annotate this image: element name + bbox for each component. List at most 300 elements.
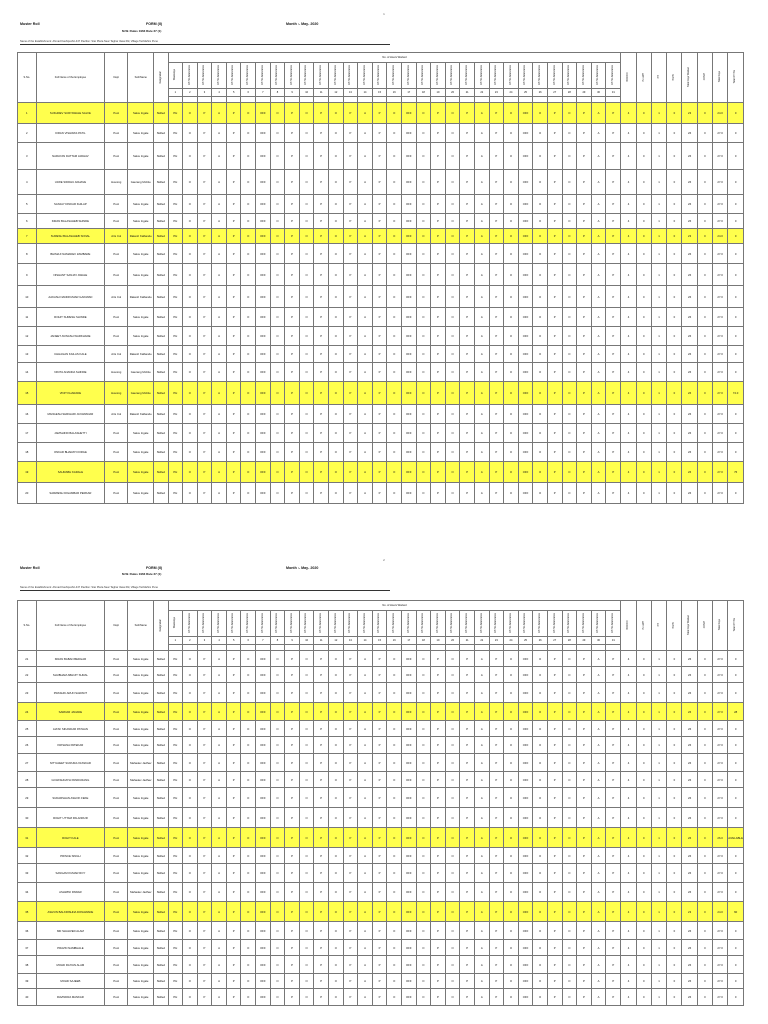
attendance-cell: P	[460, 103, 475, 124]
attendance-cell: P	[285, 308, 300, 327]
attendance-cell: P	[285, 327, 300, 346]
attendance-cell: O	[445, 143, 460, 170]
attendance-cell: O	[533, 828, 548, 848]
attendance-cell: OFF	[402, 940, 417, 956]
attendance-cell: P	[431, 902, 446, 922]
total-cell: 0	[728, 940, 744, 956]
attendance-cell: OFF	[402, 788, 417, 808]
total-cell: 26	[682, 443, 697, 462]
attendance-cell: P	[547, 667, 562, 683]
total-cell: 0	[697, 721, 712, 737]
header-day-title	[533, 63, 548, 89]
attendance-cell: O	[329, 754, 344, 772]
total-cell: 0	[697, 667, 712, 683]
attendance-cell: O	[299, 956, 314, 974]
attendance-cell: P	[489, 363, 504, 382]
total-cell: 60	[728, 902, 744, 922]
row-sno: 40	[18, 989, 37, 1006]
attendance-cell: PH	[168, 195, 183, 214]
attendance-cell: A	[474, 940, 489, 956]
total-cell: 0	[667, 754, 682, 772]
attendance-cell: O	[183, 462, 198, 483]
attendance-cell: P	[343, 143, 358, 170]
table-row	[18, 483, 744, 504]
attendance-cell: O	[416, 651, 431, 667]
attendance-cell: O	[241, 483, 256, 504]
attendance-cell: A	[591, 424, 606, 443]
header-day-title	[168, 63, 183, 89]
header-label: PL/LWP	[641, 620, 645, 630]
header-label: AT Hrs Attendance	[479, 613, 483, 633]
total-cell: 4	[621, 424, 636, 443]
attendance-cell: O	[329, 244, 344, 264]
attendance-cell: P	[197, 424, 212, 443]
attendance-cell: A	[212, 483, 227, 504]
attendance-cell: OFF	[256, 808, 271, 828]
attendance-cell: O	[387, 883, 402, 902]
employee-name: ASHWINI PAWAR	[36, 883, 105, 902]
attendance-cell: OFF	[256, 828, 271, 848]
attendance-cell: P	[314, 424, 329, 443]
attendance-cell: O	[329, 103, 344, 124]
header-label: COMP	[702, 73, 706, 81]
attendance-cell: O	[299, 214, 314, 229]
attendance-cell: P	[489, 788, 504, 808]
attendance-cell: O	[562, 103, 577, 124]
attendance-cell: O	[533, 848, 548, 864]
attendance-cell: P	[547, 772, 562, 788]
attendance-cell: P	[314, 327, 329, 346]
attendance-cell: A	[474, 721, 489, 737]
total-cell: 0	[636, 883, 651, 902]
attendance-cell: PH	[168, 754, 183, 772]
attendance-cell: P	[606, 721, 621, 737]
attendance-cell: A	[212, 382, 227, 405]
employee-sub-name: Salve Ingale	[128, 848, 154, 864]
attendance-cell: P	[489, 974, 504, 989]
attendance-cell: O	[562, 828, 577, 848]
employee-name: MD SHAHVED ALAM	[36, 922, 105, 940]
attendance-cell: P	[606, 462, 621, 483]
attendance-cell: O	[270, 737, 285, 754]
total-cell: 23	[682, 103, 697, 124]
employee-designation: Skilled	[154, 808, 168, 828]
attendance-cell: P	[226, 788, 241, 808]
total-cell: 0	[667, 244, 682, 264]
attendance-cell: A	[474, 103, 489, 124]
attendance-cell: P	[431, 170, 446, 195]
attendance-cell: P	[226, 170, 241, 195]
attendance-cell: P	[460, 772, 475, 788]
attendance-cell: O	[416, 443, 431, 462]
total-cell: 1	[651, 989, 666, 1006]
attendance-cell: P	[285, 424, 300, 443]
month-label: Month :- May- 2020	[286, 22, 319, 26]
attendance-cell: P	[372, 651, 387, 667]
total-cell: 27.0	[713, 346, 728, 363]
attendance-cell: P	[343, 346, 358, 363]
attendance-cell: P	[197, 143, 212, 170]
header-day-title	[168, 611, 183, 637]
header-label: AT Hrs Attendance	[289, 613, 293, 633]
attendance-cell: O	[299, 382, 314, 405]
row-sno: 9	[18, 264, 37, 286]
attendance-cell: A	[474, 651, 489, 667]
attendance-cell: P	[197, 264, 212, 286]
attendance-cell: P	[489, 721, 504, 737]
header-day-title	[197, 611, 212, 637]
total-cell: 4	[621, 864, 636, 883]
attendance-cell: A	[212, 974, 227, 989]
header-day-title	[372, 63, 387, 89]
attendance-cell: P	[226, 124, 241, 143]
total-cell: 1	[651, 346, 666, 363]
attendance-cell: P	[343, 244, 358, 264]
attendance-cell: O	[562, 940, 577, 956]
total-cell: 4	[621, 462, 636, 483]
employee-sub-name: Gaurang Mohite	[128, 363, 154, 382]
attendance-cell: P	[460, 974, 475, 989]
attendance-cell: O	[241, 864, 256, 883]
employee-sub-name: Salve Ingale	[128, 103, 154, 124]
attendance-cell: P	[343, 754, 358, 772]
attendance-cell: OFF	[518, 974, 533, 989]
header-sno: S.No.	[18, 601, 37, 651]
attendance-cell: O	[183, 828, 198, 848]
total-cell: 4	[621, 286, 636, 308]
attendance-cell: O	[241, 443, 256, 462]
total-cell: 0	[697, 828, 712, 848]
employee-name: BHIMAJI NAMADEV ZAMBARE	[36, 244, 105, 264]
employee-dept: Pool	[105, 462, 128, 483]
attendance-cell: O	[270, 956, 285, 974]
attendance-cell: A	[358, 103, 373, 124]
attendance-cell: O	[416, 788, 431, 808]
attendance-cell: P	[460, 195, 475, 214]
attendance-cell: O	[329, 956, 344, 974]
attendance-cell: P	[343, 956, 358, 974]
total-cell: 1	[651, 124, 666, 143]
employee-sub-name: Rakesh Kalbande	[128, 346, 154, 363]
attendance-cell: A	[474, 883, 489, 902]
employee-sub-name: Salve Ingale	[128, 989, 154, 1006]
attendance-cell: P	[606, 103, 621, 124]
attendance-cell: O	[504, 808, 519, 828]
attendance-cell: OFF	[402, 286, 417, 308]
employee-dept: Pool	[105, 327, 128, 346]
employee-sub-name: Salve Ingale	[128, 974, 154, 989]
attendance-cell: O	[416, 667, 431, 683]
attendance-cell: OFF	[518, 244, 533, 264]
header-day-number: 29	[577, 637, 592, 645]
attendance-cell: P	[606, 902, 621, 922]
attendance-cell: P	[460, 382, 475, 405]
attendance-cell: A	[212, 327, 227, 346]
attendance-cell: P	[372, 737, 387, 754]
attendance-cell: O	[183, 143, 198, 170]
header-day-number: 24	[504, 89, 519, 97]
attendance-cell: OFF	[402, 170, 417, 195]
attendance-cell: P	[460, 940, 475, 956]
attendance-cell: O	[329, 864, 344, 883]
attendance-cell: O	[387, 405, 402, 424]
attendance-cell: P	[372, 848, 387, 864]
attendance-cell: P	[343, 195, 358, 214]
attendance-cell: O	[533, 264, 548, 286]
attendance-cell: P	[460, 667, 475, 683]
attendance-cell: P	[314, 462, 329, 483]
total-cell: 4	[621, 363, 636, 382]
header-label: AT Hrs Attendance	[464, 613, 468, 633]
attendance-cell: OFF	[518, 286, 533, 308]
employee-dept: Pool	[105, 244, 128, 264]
total-cell: 4	[621, 974, 636, 989]
attendance-cell: P	[460, 737, 475, 754]
attendance-cell: P	[314, 788, 329, 808]
attendance-cell: OFF	[402, 974, 417, 989]
attendance-cell: A	[358, 214, 373, 229]
attendance-cell: O	[445, 424, 460, 443]
attendance-cell: P	[431, 956, 446, 974]
total-cell: 0	[667, 363, 682, 382]
attendance-cell: O	[387, 424, 402, 443]
attendance-cell: P	[547, 902, 562, 922]
attendance-cell: P	[577, 124, 592, 143]
attendance-cell: O	[183, 683, 198, 703]
attendance-cell: OFF	[256, 382, 271, 405]
attendance-cell: A	[358, 808, 373, 828]
header-day-number: 17	[402, 637, 417, 645]
header-day-number: 27	[547, 89, 562, 97]
attendance-cell: O	[445, 462, 460, 483]
attendance-cell: A	[212, 195, 227, 214]
total-cell: 27.0	[713, 703, 728, 721]
attendance-cell: O	[504, 308, 519, 327]
attendance-cell: P	[489, 989, 504, 1006]
total-cell: 26	[682, 772, 697, 788]
attendance-cell: P	[372, 864, 387, 883]
attendance-cell: O	[562, 737, 577, 754]
attendance-cell: A	[358, 327, 373, 346]
header-label: Designation	[158, 70, 162, 84]
employee-sub-name: Salve Ingale	[128, 214, 154, 229]
total-cell: 0	[697, 956, 712, 974]
header-day-number: 18	[416, 637, 431, 645]
header-day-title	[241, 63, 256, 89]
total-cell: 0	[636, 922, 651, 940]
attendance-cell: O	[270, 143, 285, 170]
attendance-cell: P	[460, 286, 475, 308]
attendance-cell: OFF	[518, 443, 533, 462]
attendance-cell: A	[212, 124, 227, 143]
attendance-cell: A	[358, 143, 373, 170]
header-day-number: 30	[591, 89, 606, 97]
header-day-title	[518, 63, 533, 89]
header-day-title	[606, 63, 621, 89]
attendance-cell: P	[547, 462, 562, 483]
total-cell: 26	[682, 308, 697, 327]
header-day-number: 28	[562, 89, 577, 97]
attendance-cell: O	[299, 772, 314, 788]
attendance-cell: P	[460, 828, 475, 848]
total-cell: 26	[682, 683, 697, 703]
total-cell: 1	[651, 170, 666, 195]
attendance-cell: O	[504, 382, 519, 405]
total-cell: 0	[697, 754, 712, 772]
attendance-cell: P	[285, 229, 300, 244]
employee-dept: Pool	[105, 754, 128, 772]
attendance-cell: A	[358, 683, 373, 703]
total-cell: 0	[667, 143, 682, 170]
total-cell: 4	[621, 956, 636, 974]
attendance-cell: P	[197, 828, 212, 848]
attendance-cell: P	[577, 808, 592, 828]
employee-sub-name: Salve Ingale	[128, 308, 154, 327]
attendance-cell: O	[416, 683, 431, 703]
attendance-cell: OFF	[402, 124, 417, 143]
attendance-cell: O	[533, 483, 548, 504]
total-cell: 0	[636, 808, 651, 828]
attendance-cell: O	[533, 229, 548, 244]
attendance-cell: A	[358, 363, 373, 382]
header-label: AT Hrs Attendance	[275, 613, 279, 633]
header-label: AT Hrs Attendance	[289, 65, 293, 85]
attendance-cell: O	[183, 363, 198, 382]
attendance-cell: A	[591, 382, 606, 405]
header-label: AT Hrs Attendance	[508, 613, 512, 633]
table-row	[18, 683, 744, 703]
attendance-cell: P	[460, 244, 475, 264]
total-cell: 26	[682, 848, 697, 864]
attendance-cell: P	[285, 382, 300, 405]
attendance-cell: P	[285, 721, 300, 737]
row-sno: 33	[18, 864, 37, 883]
attendance-cell: P	[226, 754, 241, 772]
attendance-cell: P	[314, 808, 329, 828]
attendance-cell: OFF	[256, 940, 271, 956]
attendance-cell: P	[372, 667, 387, 683]
attendance-cell: OFF	[402, 264, 417, 286]
attendance-cell: P	[343, 286, 358, 308]
total-cell: 1	[651, 424, 666, 443]
attendance-cell: OFF	[518, 683, 533, 703]
attendance-cell: O	[562, 683, 577, 703]
attendance-cell: P	[431, 721, 446, 737]
attendance-cell: P	[431, 754, 446, 772]
attendance-cell: O	[270, 244, 285, 264]
attendance-cell: OFF	[518, 124, 533, 143]
header-label: AT Hrs Attendance	[494, 65, 498, 85]
attendance-cell: O	[387, 721, 402, 737]
attendance-cell: PH	[168, 308, 183, 327]
attendance-cell: P	[460, 229, 475, 244]
attendance-cell: P	[314, 651, 329, 667]
header-day-title	[343, 63, 358, 89]
employee-dept: Pool	[105, 103, 128, 124]
employee-dept: Pool	[105, 308, 128, 327]
total-cell: 26	[682, 808, 697, 828]
total-cell: 0	[697, 346, 712, 363]
attendance-cell: P	[547, 103, 562, 124]
total-cell: 0	[697, 902, 712, 922]
attendance-cell: P	[314, 940, 329, 956]
attendance-cell: OFF	[518, 956, 533, 974]
attendance-cell: O	[241, 772, 256, 788]
total-cell: 0	[697, 363, 712, 382]
attendance-cell: O	[445, 264, 460, 286]
total-cell: 27.0	[713, 363, 728, 382]
attendance-cell: O	[329, 124, 344, 143]
attendance-cell: P	[577, 883, 592, 902]
attendance-cell: O	[533, 195, 548, 214]
employee-dept: Pool	[105, 264, 128, 286]
total-cell: 4	[621, 737, 636, 754]
muster-table	[17, 52, 744, 504]
total-cell: 1	[651, 721, 666, 737]
header-label: AT Hrs Attendance	[231, 613, 235, 633]
attendance-cell: P	[343, 828, 358, 848]
total-cell: 0	[697, 124, 712, 143]
attendance-cell: O	[504, 754, 519, 772]
header-dept: Dept	[105, 601, 128, 651]
attendance-cell: O	[387, 956, 402, 974]
attendance-cell: O	[416, 721, 431, 737]
row-sno: 11	[18, 308, 37, 327]
attendance-cell: PH	[168, 382, 183, 405]
row-sno: 6	[18, 214, 37, 229]
attendance-cell: O	[504, 244, 519, 264]
attendance-cell: P	[285, 651, 300, 667]
employee-dept: Pool	[105, 214, 128, 229]
attendance-cell: A	[591, 703, 606, 721]
attendance-cell: O	[533, 772, 548, 788]
total-cell: 0	[636, 940, 651, 956]
total-cell: 0	[697, 143, 712, 170]
attendance-cell: O	[562, 143, 577, 170]
attendance-cell: PH	[168, 405, 183, 424]
attendance-cell: O	[562, 308, 577, 327]
employee-designation: Skilled	[154, 424, 168, 443]
attendance-cell: P	[431, 808, 446, 828]
employee-designation: Skilled	[154, 721, 168, 737]
employee-name: PRASHIK ARUN SAWANT	[36, 683, 105, 703]
attendance-cell: O	[329, 848, 344, 864]
attendance-cell: O	[241, 143, 256, 170]
attendance-cell: O	[445, 308, 460, 327]
attendance-cell: A	[474, 848, 489, 864]
employee-designation: Skilled	[154, 143, 168, 170]
attendance-cell: O	[299, 244, 314, 264]
attendance-cell: P	[372, 989, 387, 1006]
attendance-cell: A	[591, 651, 606, 667]
attendance-cell: O	[241, 308, 256, 327]
total-cell: 0	[667, 828, 682, 848]
header-day-number: 2	[183, 637, 198, 645]
total-cell: 0	[667, 703, 682, 721]
attendance-cell: P	[343, 667, 358, 683]
attendance-cell: P	[372, 195, 387, 214]
employee-name: NISHANT SANJAY AWALE	[36, 264, 105, 286]
attendance-cell: A	[474, 244, 489, 264]
attendance-cell: O	[241, 848, 256, 864]
total-cell: 0	[697, 443, 712, 462]
header-day-title	[474, 63, 489, 89]
attendance-cell: P	[285, 772, 300, 788]
total-cell: 0	[697, 788, 712, 808]
total-cell: 0	[636, 405, 651, 424]
attendance-cell: P	[343, 103, 358, 124]
attendance-cell: O	[270, 902, 285, 922]
